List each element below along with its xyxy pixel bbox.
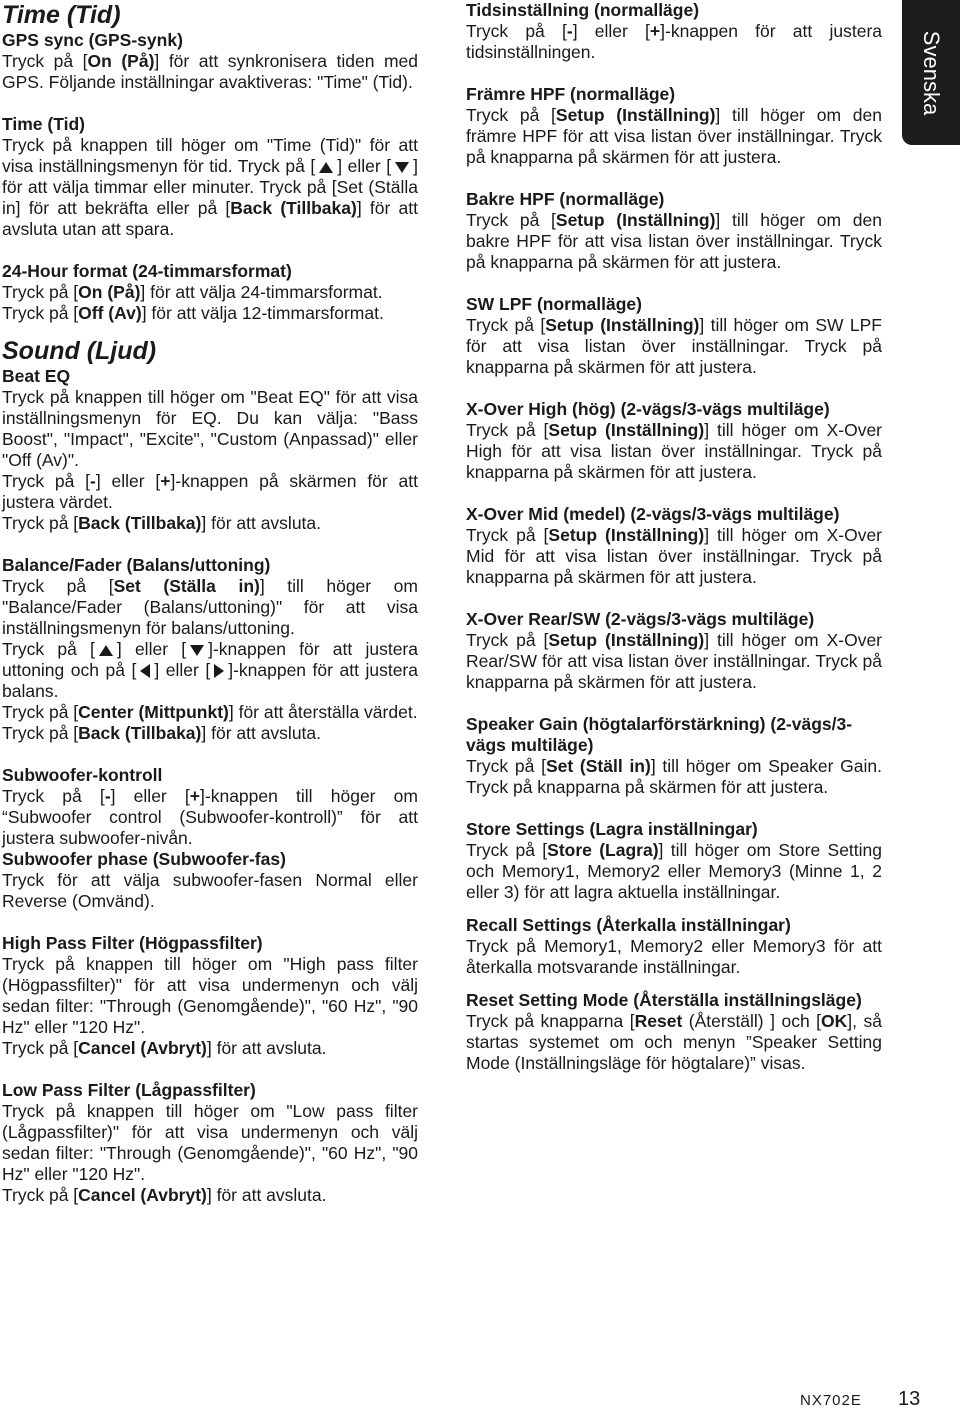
hpf-block	[2, 933, 418, 1059]
xover-high-block	[466, 399, 882, 483]
left-column	[2, 0, 418, 1206]
balance-fader-block	[2, 555, 418, 744]
xover-mid-block	[466, 504, 882, 588]
balance-fader-adjust-text: Tryck på [ ] eller [ ]-knappen för att justera uttoning och på [ ] eller [ ]-knappen för att justera balans.	[2, 639, 418, 701]
hour-format-block	[2, 261, 418, 324]
balance-fader-heading: Balance/Fader (Balans/uttoning)	[2, 555, 271, 575]
time-text: Tryck på knappen till höger om "Time (Tid)" för att visa inställningsmenyn för tid. Tryck på [ ] eller [ ] för att välja timmar eller minuter. Tryck på [Set (Ställa in] för att bekräfta eller på [Back (Tillbaka)] för att avsluta utan att spara.	[2, 135, 419, 239]
right-column	[466, 0, 882, 1074]
reset-mode-text: Tryck på knapparna [Reset (Återställ) ] och [OK], så startas systemet om och menyn ”Speaker Setting Mode (Inställningsläge för högtalare)” visas.	[466, 1011, 882, 1073]
hour-format-12-text: Tryck på [Off (Av)] för att välja 12-timmarsformat.	[2, 303, 384, 323]
xover-mid-text: Tryck på [Setup (Inställning)] till höger om X-Over Mid för att visa listan över inställningar. Tryck på knapparna på skärmen för att justera.	[466, 525, 883, 587]
speaker-gain-block	[466, 714, 882, 798]
rear-hpf-block	[466, 189, 882, 273]
sw-lpf-text: Tryck på [Setup (Inställning)] till höger om SW LPF för att visa listan över inställningar. Tryck på knapparna på skärmen för att justera.	[466, 315, 882, 377]
hour-format-heading: 24-Hour format (24-timmarsformat)	[2, 261, 292, 281]
language-tab	[902, 0, 960, 145]
down-arrow-icon	[395, 162, 409, 173]
front-hpf-heading: Främre HPF (normalläge)	[466, 84, 676, 104]
xover-rear-heading: X-Over Rear/SW (2-vägs/3-vägs multiläge)	[466, 609, 815, 629]
beat-eq-adjust-text: Tryck på [-] eller [+]-knappen på skärmen för att justera värdet.	[2, 471, 418, 512]
hpf-exit-text: Tryck på [Cancel (Avbryt)] för att avsluta.	[2, 1038, 327, 1058]
reset-mode-block	[466, 990, 882, 1074]
beat-eq-exit-text: Tryck på [Back (Tillbaka)] för att avsluta.	[2, 513, 322, 533]
rear-hpf-text: Tryck på [Setup (Inställning)] till höger om den bakre HPF för att visa listan över inställningar. Tryck på knapparna på skärmen för att justera.	[466, 210, 882, 272]
language-tab-label: Svenska	[919, 30, 944, 115]
beat-eq-block	[2, 366, 418, 534]
recall-settings-text: Tryck på Memory1, Memory2 eller Memory3 för att återkalla motsvarande inställningar.	[466, 936, 882, 977]
xover-high-text: Tryck på [Setup (Inställning)] till höger om X-Over High för att visa listan över inställningar. Tryck på knapparna på skärmen för att justera.	[466, 420, 883, 482]
speaker-gain-text: Tryck på [Set (Ställ in)] till höger om Speaker Gain. Tryck på knapparna på skärmen för att justera.	[466, 756, 883, 797]
gps-sync-block	[2, 30, 418, 93]
recall-settings-block	[466, 915, 882, 978]
hour-format-24-text: Tryck på [On (På)] för att välja 24-timmarsformat.	[2, 282, 383, 302]
time-block	[2, 114, 418, 240]
balance-fader-text: Tryck på [Set (Ställa in)] till höger om "Balance/Fader (Balans/uttoning)" för att visa inställningsmenyn för balans/uttoning.	[2, 576, 418, 638]
sound-section-title: Sound (Ljud)	[2, 337, 157, 365]
speaker-gain-heading: Speaker Gain (högtalarförstärkning) (2-vägs/3-vägs multiläge)	[466, 714, 853, 755]
xover-mid-heading: X-Over Mid (medel) (2-vägs/3-vägs multiläge)	[466, 504, 840, 524]
subwoofer-text: Tryck på [-] eller [+]-knappen till höger om “Subwoofer control (Subwoofer-kontroll)” för att justera subwoofer-nivån.	[2, 786, 418, 848]
subwoofer-phase-text: Tryck för att välja subwoofer-fasen Normal eller Reverse (Omvänd).	[2, 870, 418, 911]
lpf-heading: Low Pass Filter (Lågpassfilter)	[2, 1080, 256, 1100]
hpf-text: Tryck på knappen till höger om "High pass filter (Högpassfilter)" för att visa undermenyn och välj sedan filter: "Through (Genomgående)", "60 Hz", "90 Hz" eller "120 Hz".	[2, 954, 418, 1037]
store-settings-text: Tryck på [Store (Lagra)] till höger om Store Setting och Memory1, Memory2 eller Memory3 (Minne 1, 2 eller 3) för att lagra aktuella inställningar.	[466, 840, 883, 902]
store-settings-heading: Store Settings (Lagra inställningar)	[466, 819, 758, 839]
subwoofer-block	[2, 765, 418, 912]
balance-fader-center-text: Tryck på [Center (Mittpunkt)] för att återställa värdet.	[2, 702, 418, 722]
front-hpf-text: Tryck på [Setup (Inställning)] till höger om den främre HPF för att visa listan över inställningar. Tryck på knapparna på skärmen för att justera.	[466, 105, 882, 167]
down-arrow-icon	[190, 645, 204, 656]
up-arrow-icon	[319, 162, 333, 173]
balance-fader-exit-text: Tryck på [Back (Tillbaka)] för att avsluta.	[2, 723, 322, 743]
xover-rear-block	[466, 609, 882, 693]
time-section-title: Time (Tid)	[2, 1, 121, 29]
model-number: NX702E	[800, 1392, 862, 1409]
rear-hpf-heading: Bakre HPF (normalläge)	[466, 189, 665, 209]
front-hpf-block	[466, 84, 882, 168]
beat-eq-heading: Beat EQ	[2, 366, 71, 386]
up-arrow-icon	[99, 645, 113, 656]
store-settings-block	[466, 819, 882, 903]
hpf-heading: High Pass Filter (Högpassfilter)	[2, 933, 263, 953]
lpf-exit-text: Tryck på [Cancel (Avbryt)] för att avsluta.	[2, 1185, 327, 1205]
sw-lpf-block	[466, 294, 882, 378]
gps-sync-heading: GPS sync (GPS-synk)	[2, 30, 183, 50]
lpf-text: Tryck på knappen till höger om "Low pass filter (Lågpassfilter)" för att visa undermenyn och välj sedan filter: "Through (Genomgående)", "60 Hz", "90 Hz" eller "120 Hz".	[2, 1101, 418, 1184]
xover-rear-text: Tryck på [Setup (Inställning)] till höger om X-Over Rear/SW för att visa listan över inställningar. Tryck på knapparna på skärmen för att justera.	[466, 630, 883, 692]
right-arrow-icon	[214, 664, 224, 678]
time-setting-block	[466, 0, 882, 63]
subwoofer-phase-heading: Subwoofer phase (Subwoofer-fas)	[2, 849, 286, 869]
recall-settings-heading: Recall Settings (Återkalla inställningar)	[466, 915, 791, 935]
time-heading: Time (Tid)	[2, 114, 85, 134]
page-number: 13	[898, 1388, 921, 1410]
lpf-block	[2, 1080, 418, 1206]
beat-eq-text: Tryck på knappen till höger om "Beat EQ" för att visa inställningsmenyn för EQ. Du kan välja: "Bass Boost", "Impact", "Excite", "Custom (Anpassad)" eller "Off (Av)".	[2, 387, 418, 470]
time-setting-text: Tryck på [-] eller [+]-knappen för att justera tidsinställningen.	[466, 21, 882, 62]
xover-high-heading: X-Over High (hög) (2-vägs/3-vägs multiläge)	[466, 399, 830, 419]
gps-sync-text: Tryck på [On (På)] för att synkronisera tiden med GPS. Följande inställningar avaktiveras: "Time" (Tid).	[2, 51, 419, 92]
subwoofer-heading: Subwoofer-kontroll	[2, 765, 163, 785]
time-setting-heading: Tidsinställning (normalläge)	[466, 0, 700, 20]
left-arrow-icon	[140, 664, 150, 678]
reset-mode-heading: Reset Setting Mode (Återställa inställningsläge)	[466, 990, 862, 1010]
sw-lpf-heading: SW LPF (normalläge)	[466, 294, 642, 314]
